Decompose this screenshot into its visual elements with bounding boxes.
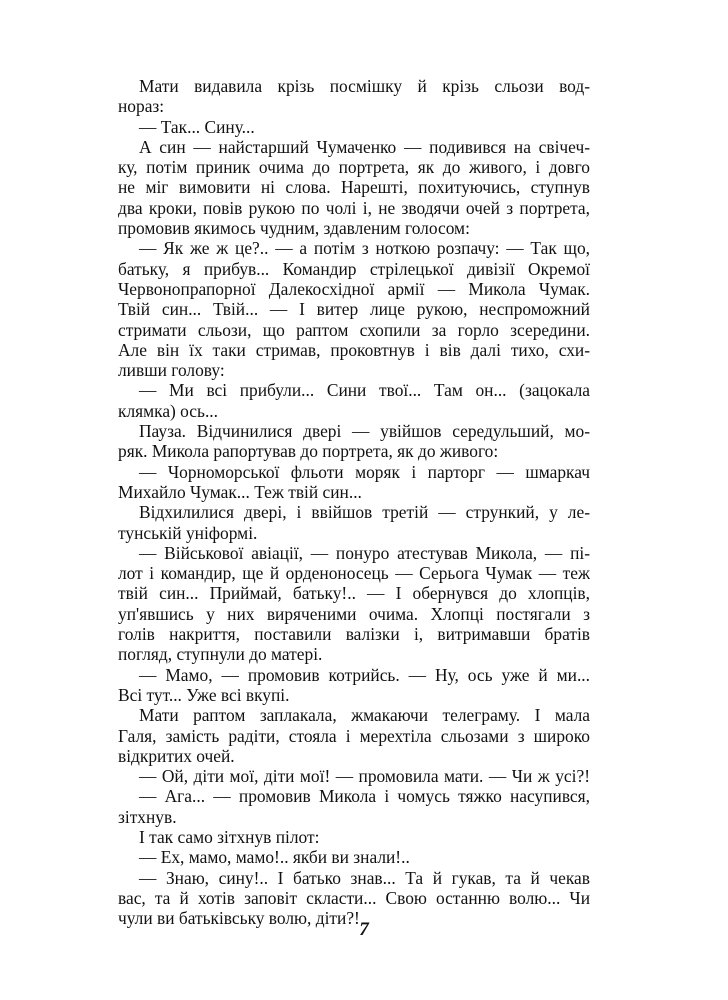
text-line: Мати видавила крізь посмішку й крізь сльози вод- [139,76,590,96]
text-line: Але він їх таки стримав, проковтнув і вів далі тихо, схи- [118,339,590,360]
text-line: тунській уніформі. [118,522,258,543]
text-line: Михайло Чумак... Теж твій син... [118,481,362,502]
text-line: не міг вимовити ні слова. Нарешті, похитуючись, ступнув [118,177,590,198]
text-line: Пауза. Відчинилися двері — увійшов середульший, мо- [139,421,590,442]
text-line: ливши голову: [118,360,225,381]
text-line: І так само зітхнув пілот: [139,826,320,847]
text-line: Всі тут... Уже всі вкупі. [118,684,290,705]
text-line: два кроки, повів рукою по чолі і, не зводячи очей з портрета, [118,197,590,218]
text-line: Галя, замість радіти, стояла і мерехтіла сльозами з широко [118,725,590,746]
page-number: 7 [359,919,369,940]
text-line: твій син... Приймай, батьку!.. — І обернувся до хлопців, [118,583,590,604]
text-line: Твій син... Твій... — І витер лице рукою, неспроможний [118,299,590,320]
text-line: Мати раптом заплакала, жмакаючи телеграму. І мала [139,705,590,726]
text-line: Відхилилися двері, і ввійшов третій — стрункий, у ле- [139,502,590,523]
text-line: — Ех, мамо, мамо!.. якби ви знали!.. [139,847,410,868]
text-line: Червонопрапорної Далекосхідної армії — Микола Чумак. [118,278,590,299]
text-line: вас, та й хотів заповіт скласти... Свою останню волю... Чи [118,887,590,908]
text-line: — Чорноморської фльоти моряк і парторг — шмаркач [139,461,590,482]
text-line: — Мамо, — промовив котрийсь. — Ну, ось уже й ми... [139,664,590,685]
text-line: — Ой, діти мої, діти мої! — промовила мати. — Чи ж усі?! [139,766,590,787]
text-line: чули ви батьківську волю, діти?! [118,908,360,929]
text-line: промовив якимось чудним, здавленим голосом: [118,218,470,239]
text-line: стримати сльози, що раптом схопили за горло зсередини. [118,319,590,340]
text-line: — Ми всі прибули... Сини твої... Там он... (зацокала [139,380,590,401]
text-line: батьку, я прибув... Командир стрілецької дивізії Окремої [118,258,590,279]
text-line: — Військової авіації, — понуро атестував Микола, — пі- [139,542,590,563]
text-line: лот і командир, ще й орденоносець — Серьога Чумак — теж [118,563,590,584]
text-line: відкритих очей. [118,745,235,766]
text-line: ряк. Микола рапортував до портрета, як до живого: [118,441,499,462]
text-line: ку, потім приник очима до портрета, як до живого, і довго [118,157,590,178]
text-line: — Як же ж це?.. — а потім з ноткою розпачу: — Так що, [139,238,590,259]
text-line: зітхнув. [118,806,177,827]
text-line: клямка) ось... [118,400,218,421]
text-line: голів накриття, поставили валізки і, витримавши братів [118,624,590,645]
text-line: погляд, ступнули до матері. [118,644,323,665]
text-line: А син — найстарший Чумаченко — подивився на свічеч- [139,136,590,157]
text-line: — Ага... — промовив Микола і чомусь тяжко насупився, [139,786,590,807]
text-line: нораз: [118,96,165,117]
text-line: — Так... Сину... [139,116,255,137]
text-line: уп'явшись у них виряченими очима. Хлопці постягали з [118,603,590,624]
text-line: — Знаю, сину!.. І батько знав... Та й гукав, та й чекав [139,867,590,888]
page-body [118,76,590,928]
